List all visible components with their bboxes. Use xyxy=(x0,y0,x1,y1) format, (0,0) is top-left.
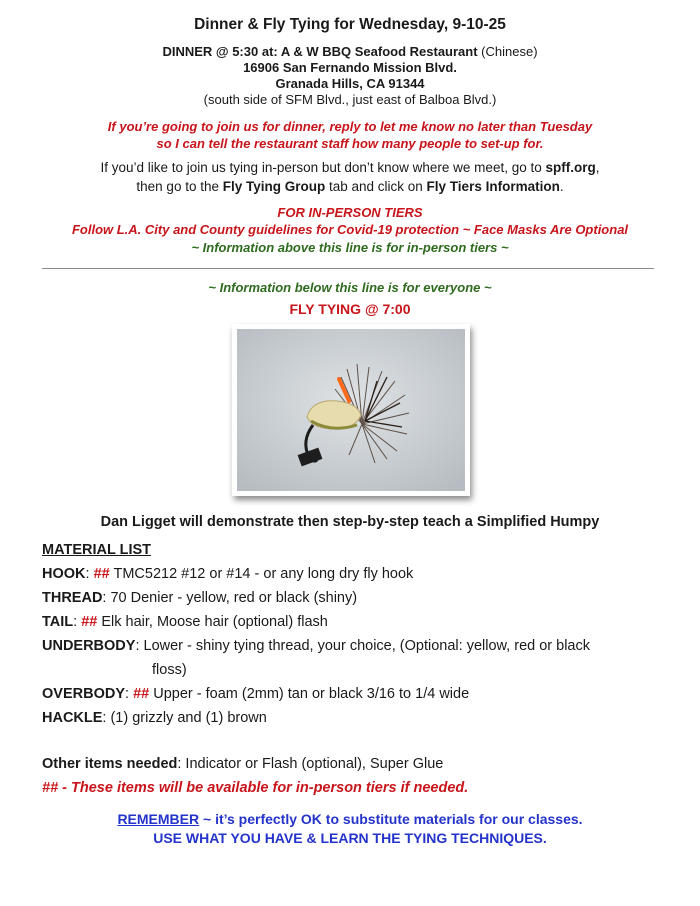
other-items-value: : Indicator or Flash (optional), Super Glue xyxy=(177,756,444,772)
cuisine-note: (Chinese) xyxy=(477,44,538,59)
overbody-value: Upper - foam (2mm) tan or black 3/16 to 1/4 wide xyxy=(149,686,470,702)
demo-description: Dan Ligget will demonstrate then step-by-step teach a Simplified Humpy xyxy=(100,514,600,530)
above-line-note: ~ Information above this line is for in-person tiers ~ xyxy=(191,240,509,255)
rsvp-line-1: If you’re going to join us for dinner, reply to let me know no later than Tuesday xyxy=(107,119,593,134)
material-tail: TAIL: ## Elk hair, Moose hair (optional) flash xyxy=(42,614,328,630)
remember-note xyxy=(0,810,700,848)
dinner-line: DINNER @ 5:30 at: A & W BBQ Seafood Restaurant xyxy=(162,44,478,59)
in-person-info xyxy=(0,158,700,196)
hook-label: HOOK xyxy=(42,566,86,582)
address-city: Granada Hills, CA 91344 xyxy=(275,76,425,91)
remember-word: REMEMBER xyxy=(117,811,200,827)
availability-note: ## - These items will be available for in-person tiers if needed. xyxy=(42,780,469,796)
marker: ## xyxy=(81,614,98,630)
fly-photo xyxy=(232,324,470,496)
material-hook: HOOK: ## TMC5212 #12 or #14 - or any long dry fly hook xyxy=(42,566,414,582)
other-items xyxy=(42,752,662,800)
info-text: . xyxy=(559,179,564,194)
hook-value: TMC5212 #12 or #14 - or any long dry fly hook xyxy=(109,566,414,582)
page-title: Dinner & Fly Tying for Wednesday, 9-10-25 xyxy=(194,16,506,33)
site-link[interactable]: spff.org xyxy=(545,160,596,175)
material-overbody: OVERBODY: ## Upper - foam (2mm) tan or black 3/16 to 1/4 wide xyxy=(42,686,470,702)
fly-tiers-information-link: Fly Tiers Information xyxy=(426,179,560,194)
fly-tying-title: FLY TYING @ 7:00 xyxy=(289,301,411,317)
address-street: 16906 San Fernando Mission Blvd. xyxy=(243,60,457,75)
address-directions: (south side of SFM Blvd., just east of Balboa Blvd.) xyxy=(203,92,497,107)
fly-tying-group-tab: Fly Tying Group xyxy=(222,179,326,194)
rsvp-line-2: so I can tell the restaurant staff how many people to set-up for. xyxy=(156,136,544,151)
tiers-heading: FOR IN-PERSON TIERS xyxy=(277,205,423,220)
remember-line-1: ~ it’s perfectly OK to substitute materials for our classes. xyxy=(199,811,583,827)
overbody-label: OVERBODY xyxy=(42,686,125,702)
material-hackle xyxy=(42,706,662,730)
material-thread xyxy=(42,586,662,610)
info-text: , xyxy=(595,160,600,175)
material-list xyxy=(42,538,662,730)
covid-guidelines: Follow L.A. City and County guidelines for Covid-19 protection ~ Face Masks Are Optional xyxy=(71,222,629,237)
rsvp-notice xyxy=(0,118,700,152)
hackle-label: HACKLE xyxy=(42,710,103,726)
hackle-value: : (1) grizzly and (1) brown xyxy=(102,710,267,726)
remember-line-2: USE WHAT YOU HAVE & LEARN THE TYING TECHNIQUES. xyxy=(153,830,547,846)
tail-label: TAIL xyxy=(42,614,74,630)
material-underbody-cont: floss) xyxy=(152,662,187,678)
thread-label: THREAD xyxy=(42,590,103,606)
material-list-heading: MATERIAL LIST xyxy=(42,542,152,558)
humpy-fly-image xyxy=(237,329,465,491)
below-line-note: ~ Information below this line is for everyone ~ xyxy=(208,280,492,295)
tail-value: Elk hair, Moose hair (optional) flash xyxy=(97,614,328,630)
material-underbody xyxy=(42,634,662,658)
underbody-value: : Lower - shiny tying thread, your choice, (Optional: yellow, red or black xyxy=(135,638,591,654)
marker: ## xyxy=(93,566,110,582)
info-text: If you’d like to join us tying in-person but don’t know where we meet, go to xyxy=(100,160,546,175)
thread-value: : 70 Denier - yellow, red or black (shiny) xyxy=(102,590,358,606)
info-text: tab and click on xyxy=(325,179,427,194)
marker: ## xyxy=(133,686,150,702)
info-text: then go to the xyxy=(136,179,223,194)
dinner-block xyxy=(0,44,700,108)
other-items-label: Other items needed xyxy=(42,756,178,772)
underbody-label: UNDERBODY xyxy=(42,638,136,654)
section-divider xyxy=(42,268,654,269)
